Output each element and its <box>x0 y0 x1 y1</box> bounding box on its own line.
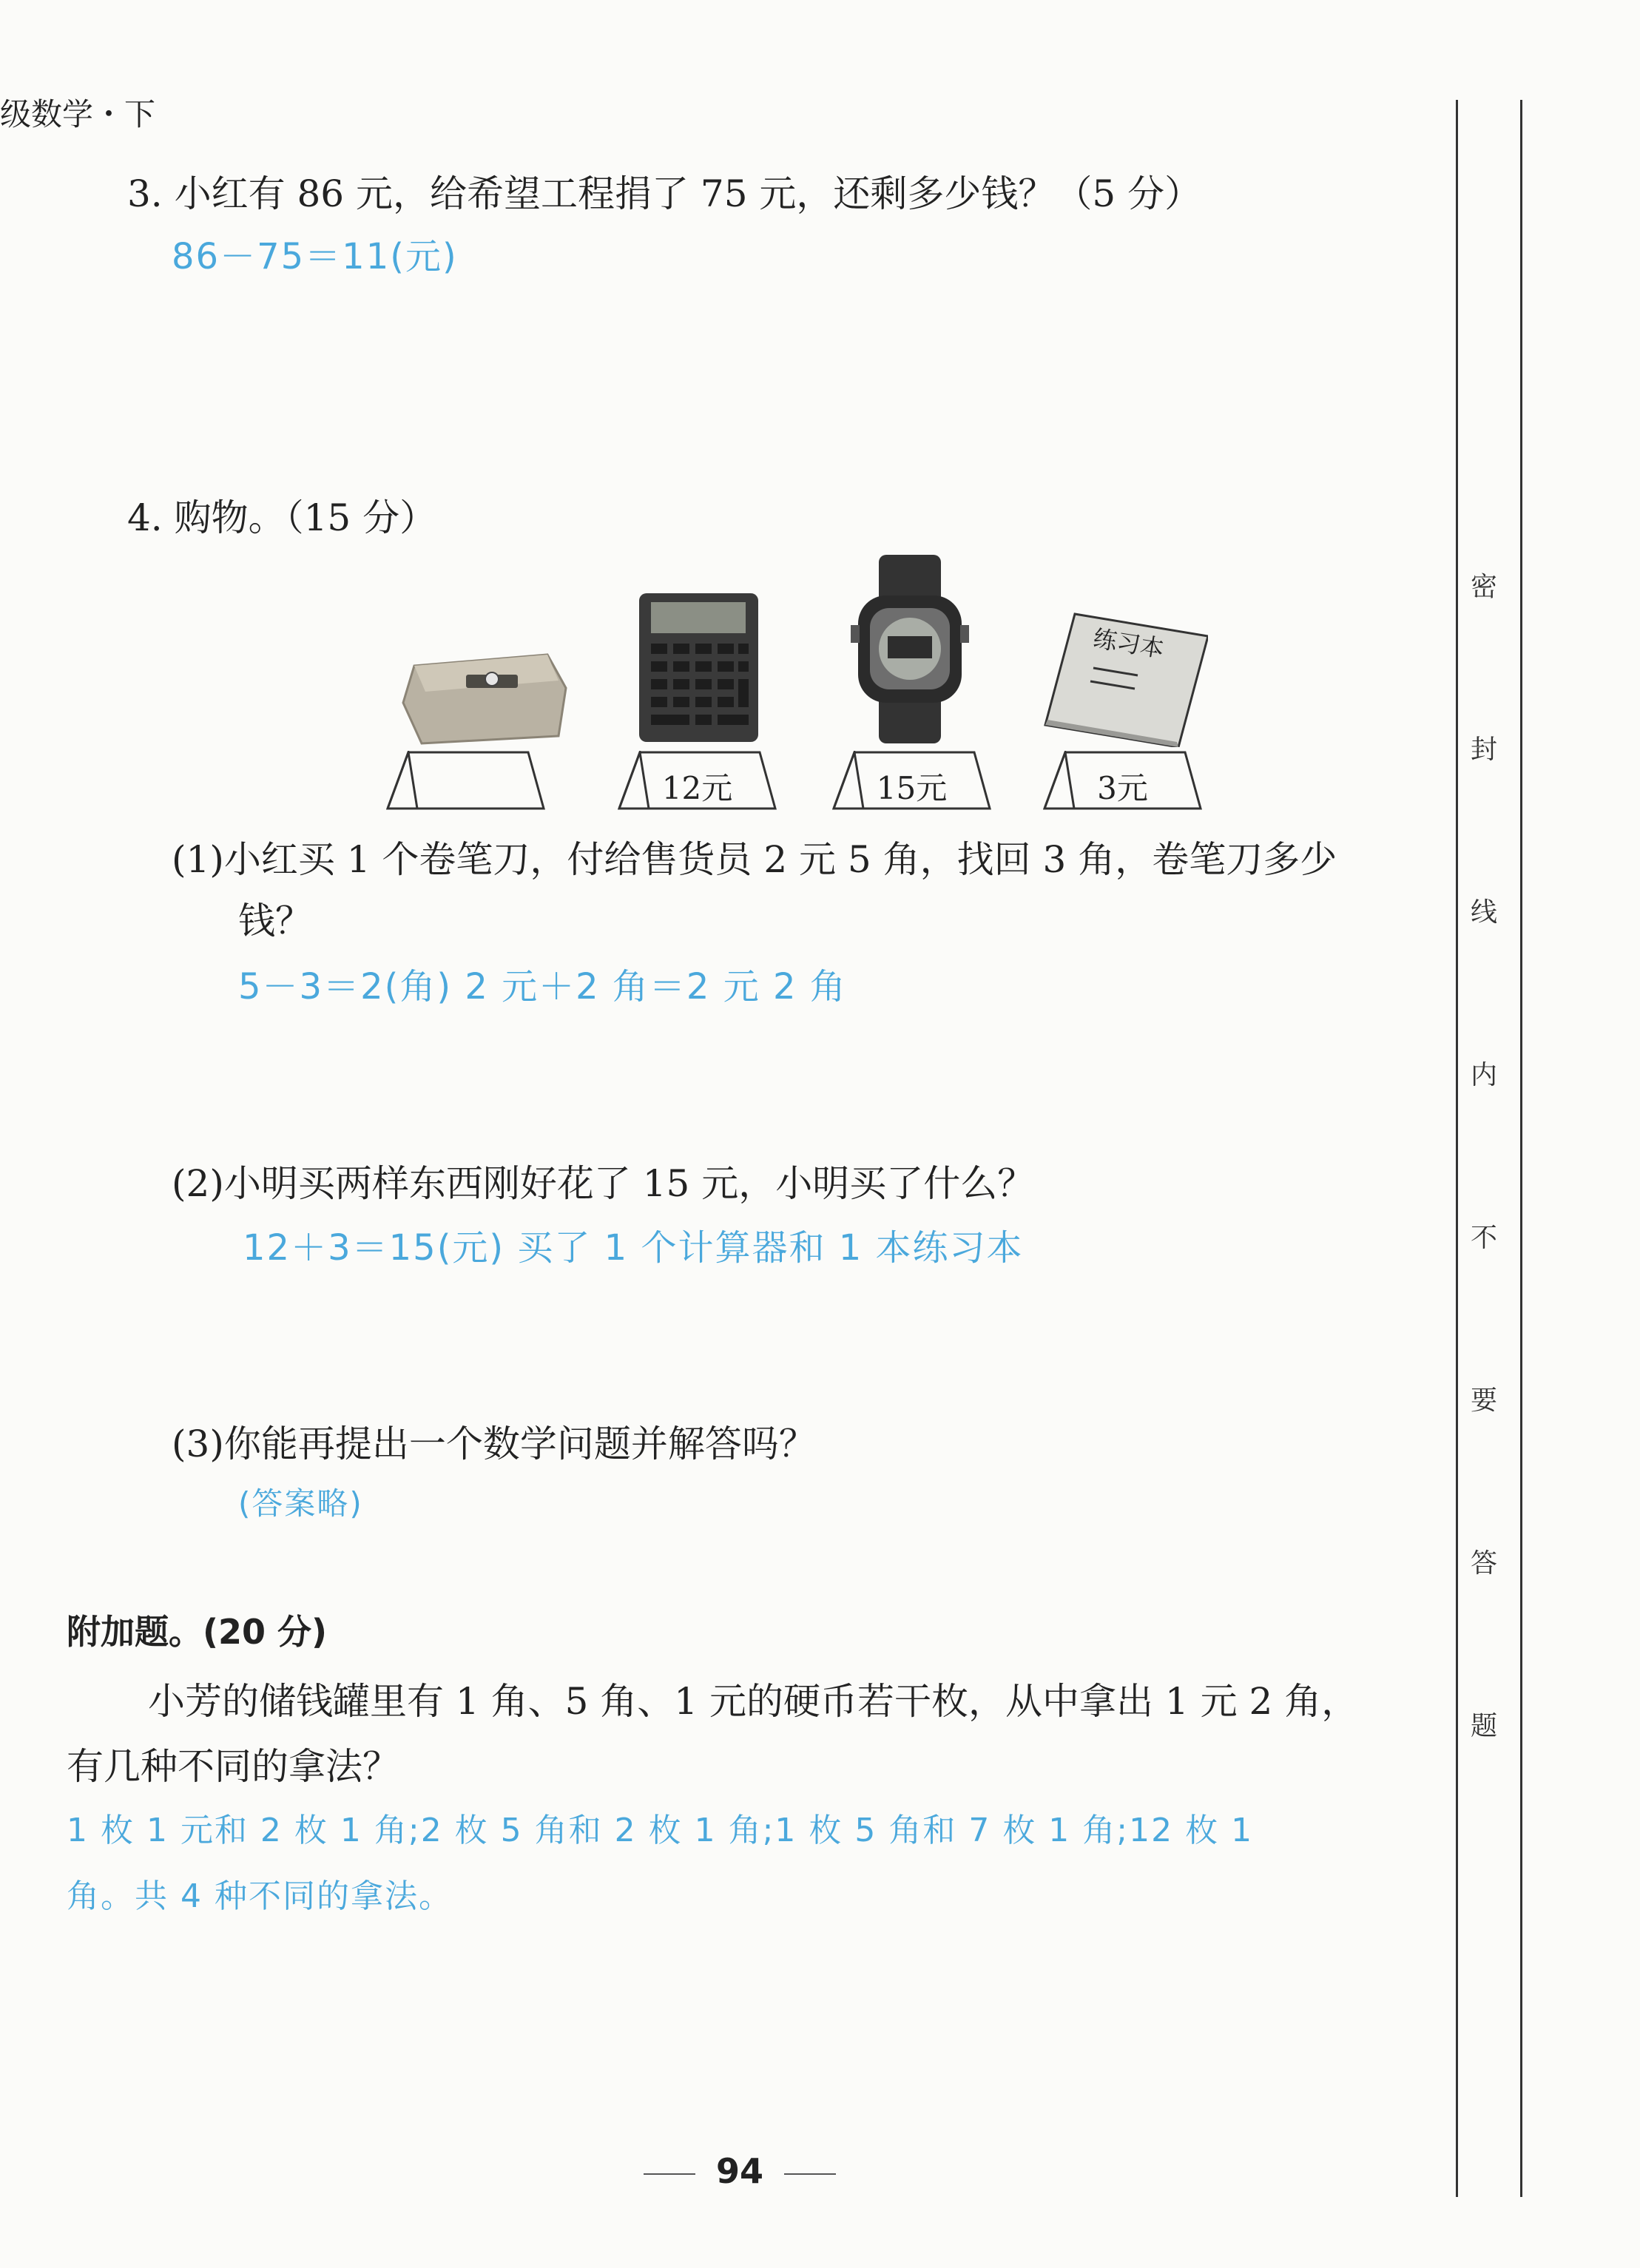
price-tag-watch <box>832 751 991 810</box>
margin-char: 线 <box>1471 897 1498 928</box>
price-tag-notebook <box>1043 751 1202 810</box>
margin-char: 题 <box>1471 1711 1498 1741</box>
watch-icon <box>851 555 969 743</box>
q3-question: 3. 小红有 86 元，给希望工程捐了 75 元，还剩多少钱？（5 分） <box>127 172 1202 215</box>
calculator-icon <box>638 592 760 743</box>
price-tag-label: 3元 <box>1097 770 1148 806</box>
bonus-answer-line2: 角。共 4 种不同的拿法。 <box>67 1877 453 1915</box>
margin-char: 要 <box>1471 1386 1498 1416</box>
notebook-icon <box>1042 610 1208 747</box>
page-header: 级数学・下 <box>0 96 156 132</box>
price-tag-calculator <box>618 751 777 810</box>
bonus-line2: 有几种不同的拿法？ <box>67 1745 399 1788</box>
price-tag-sharpener <box>386 751 545 810</box>
bonus-line1: 小芳的储钱罐里有 1 角、5 角、1 元的硬币若干枚，从中拿出 1 元 2 角， <box>148 1680 1359 1723</box>
bonus-answer-line1: 1 枚 1 元和 2 枚 1 角;2 枚 5 角和 2 枚 1 角;1 枚 5 角和 7 枚 1 角;12 枚 1 <box>67 1812 1254 1849</box>
binding-line-right <box>1520 100 1522 2197</box>
q4-sub2: (2)小明买两样东西刚好花了 15 元，小明买了什么？ <box>172 1162 1035 1205</box>
q4-sub1-line1: (1)小红买 1 个卷笔刀，付给售货员 2 元 5 角，找回 3 角，卷笔刀多少 <box>172 838 1337 881</box>
page-number <box>0 2151 1479 2191</box>
price-tag-label: 12元 <box>661 770 733 806</box>
sharpener-icon <box>399 636 570 747</box>
q4-title: 4. 购物。（15 分） <box>127 496 437 539</box>
q3-answer: 86－75＝11(元) <box>172 236 458 277</box>
notebook-cover-text: 练习本 <box>1091 624 1167 664</box>
binding-line-left <box>1456 100 1458 2197</box>
margin-char: 封 <box>1471 735 1498 765</box>
page-number-value: 94 <box>715 2151 763 2191</box>
bonus-title: 附加题。(20 分) <box>67 1612 328 1652</box>
margin-char: 密 <box>1471 572 1498 602</box>
price-tag-label: 15元 <box>876 770 948 806</box>
q4-sub1-line2: 钱？ <box>238 900 312 942</box>
q4-sub3: (3)你能再提出一个数学问题并解答吗？ <box>172 1422 816 1465</box>
margin-char: 内 <box>1471 1060 1498 1090</box>
q4-sub2-answer: 12＋3＝15(元) 买了 1 个计算器和 1 本练习本 <box>243 1227 1024 1269</box>
margin-char: 答 <box>1471 1548 1498 1579</box>
q4-sub1-answer: 5－3＝2(角) 2 元＋2 角＝2 元 2 角 <box>238 966 847 1008</box>
q4-sub3-answer: (答案略) <box>238 1485 363 1522</box>
margin-char: 不 <box>1471 1223 1498 1253</box>
